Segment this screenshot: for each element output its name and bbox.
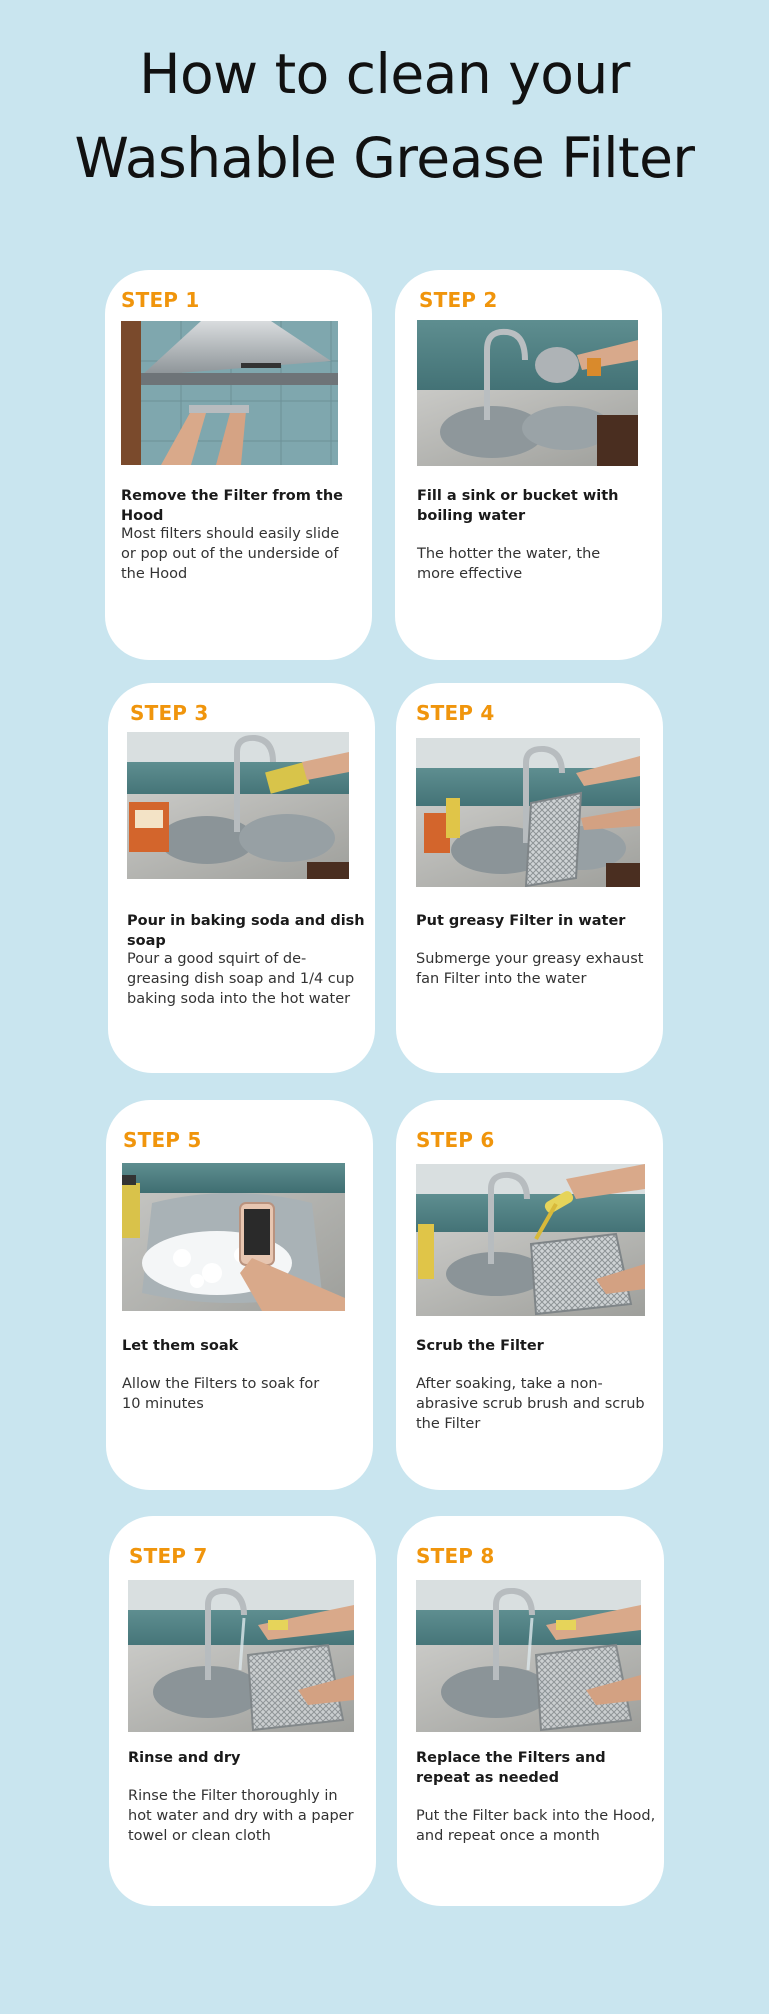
- step-description: The hotter the water, the more effective: [417, 546, 601, 582]
- step-photo-scrub-filter: [416, 1164, 645, 1316]
- step-heading: Replace the Filters and repeat as needed: [416, 1750, 606, 1786]
- step-heading: Scrub the Filter: [416, 1338, 544, 1354]
- step-card-2: [395, 270, 662, 660]
- step-heading: Rinse and dry: [128, 1750, 241, 1766]
- step-card-5: [106, 1100, 373, 1490]
- step-photo-soap-baking-soda: [127, 732, 349, 879]
- step-photo-boiling-water: [417, 320, 638, 466]
- step-photo-replace-filter: [416, 1580, 641, 1732]
- step-label: STEP 4: [416, 701, 495, 725]
- step-description: Most filters should easily slide or pop out of the underside of the Hood: [121, 526, 340, 582]
- step-card-7: [109, 1516, 376, 1906]
- step-card-6: [396, 1100, 663, 1490]
- step-photo-remove-filter: [121, 321, 338, 465]
- page-title-line2: Washable Grease Filter: [74, 126, 695, 190]
- step-card-4: [396, 683, 663, 1073]
- page-title: [0, 32, 769, 200]
- step-description: Rinse the Filter thoroughly in hot water and dry with a paper towel or clean cloth: [128, 1788, 354, 1844]
- step-heading: Remove the Filter from the Hood: [121, 488, 344, 524]
- step-description: Submerge your greasy exhaust fan Filter into the water: [416, 951, 644, 987]
- step-label: STEP 6: [416, 1128, 495, 1152]
- page-title-line1: How to clean your: [139, 42, 630, 106]
- step-label: STEP 7: [129, 1544, 208, 1568]
- step-card-8: [397, 1516, 664, 1906]
- step-card-1: [105, 270, 372, 660]
- step-photo-rinse-filter: [128, 1580, 354, 1732]
- step-heading: Fill a sink or bucket with boiling water: [417, 488, 619, 524]
- step-description: Put the Filter back into the Hood, and repeat once a month: [416, 1808, 656, 1844]
- step-label: STEP 1: [121, 288, 200, 312]
- step-description: Pour a good squirt of de-greasing dish soap and 1/4 cup baking soda into the hot water: [127, 951, 355, 1007]
- step-label: STEP 3: [130, 701, 209, 725]
- step-photo-filter-in-water: [416, 738, 640, 887]
- step-card-3: [108, 683, 375, 1073]
- step-description: Allow the Filters to soak for 10 minutes: [122, 1376, 320, 1412]
- step-label: STEP 2: [419, 288, 498, 312]
- step-heading: Pour in baking soda and dish soap: [127, 913, 365, 949]
- step-photo-soaking-timer: [122, 1163, 345, 1311]
- step-description: After soaking, take a non-abrasive scrub brush and scrub the Filter: [416, 1376, 645, 1432]
- step-label: STEP 5: [123, 1128, 202, 1152]
- step-heading: Put greasy Filter in water: [416, 913, 626, 929]
- step-heading: Let them soak: [122, 1338, 239, 1354]
- step-label: STEP 8: [416, 1544, 495, 1568]
